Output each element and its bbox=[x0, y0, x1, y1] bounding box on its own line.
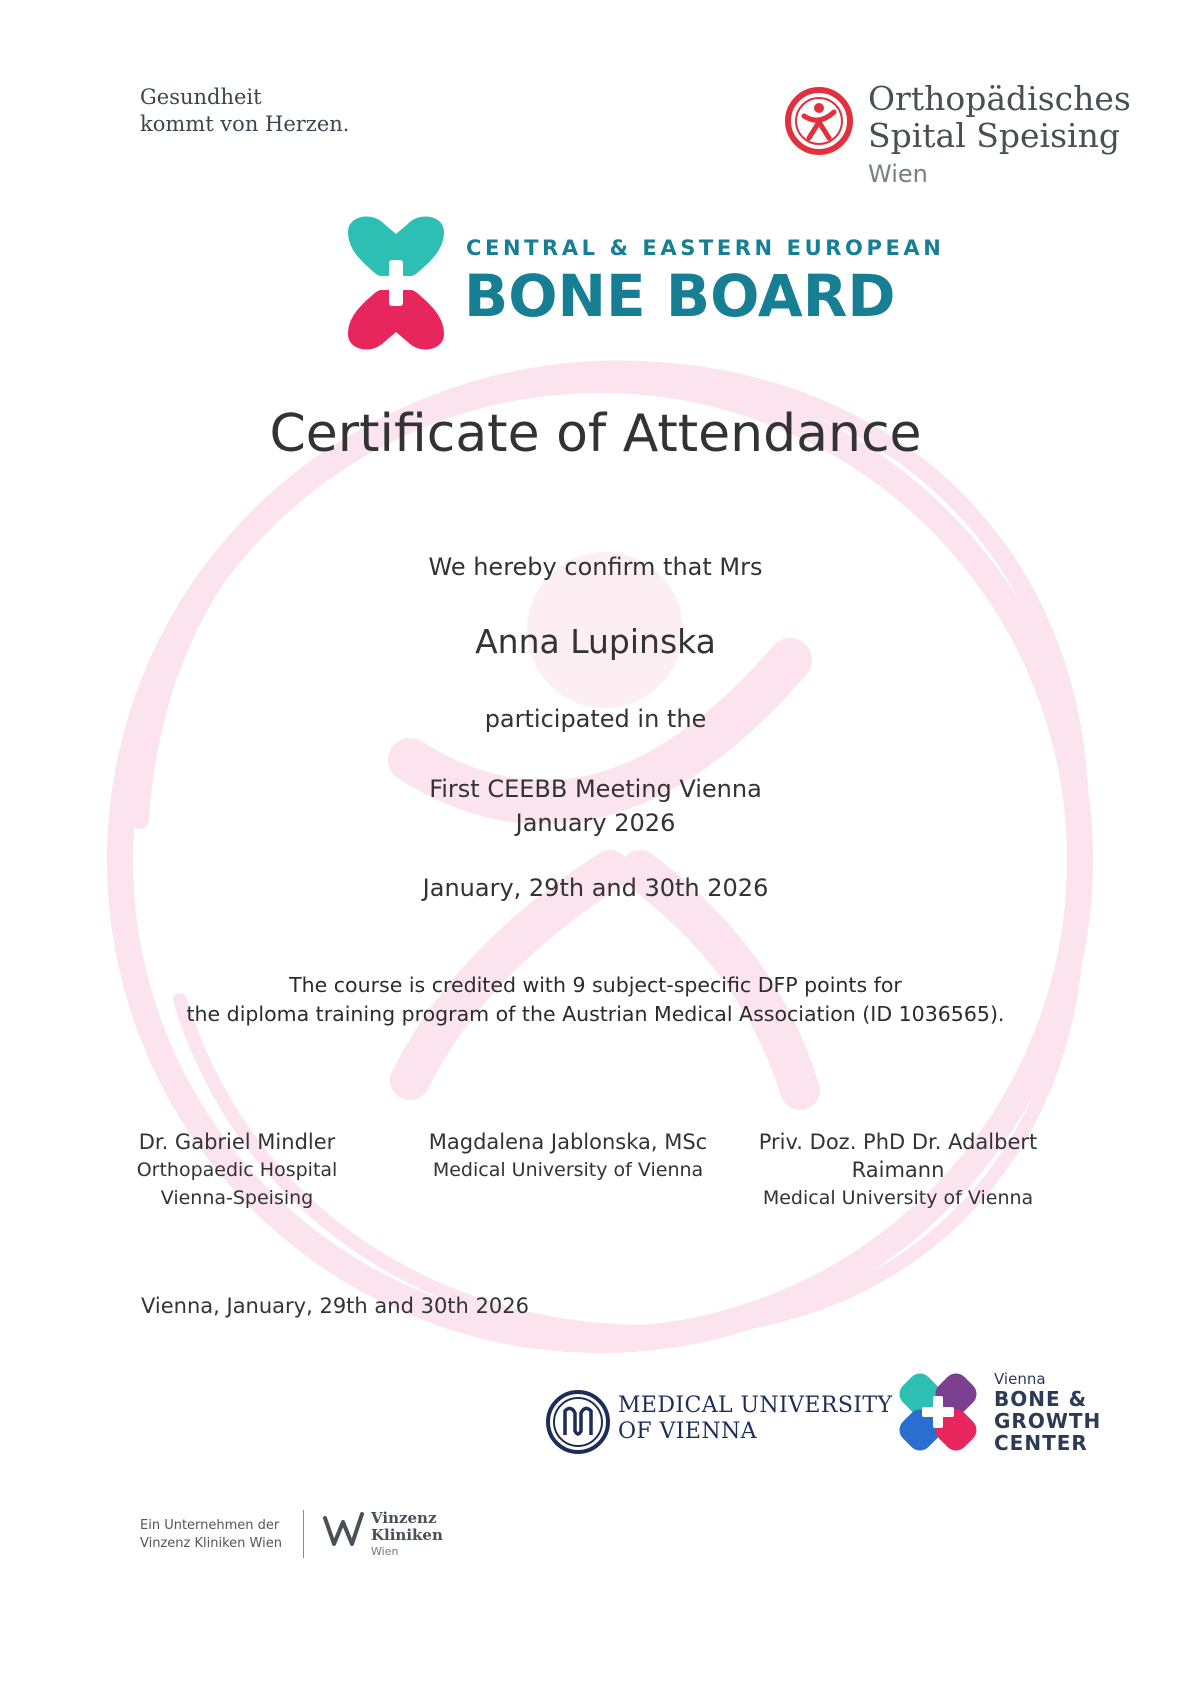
signatory-name: Priv. Doz. PhD Dr. Adalbert Raimann bbox=[758, 1130, 1038, 1182]
event-line: January 2026 bbox=[515, 809, 676, 837]
hospital-name bbox=[868, 80, 1131, 154]
signatory bbox=[132, 1128, 342, 1212]
participant-name: Anna Lupinska bbox=[475, 622, 716, 661]
event-dates: January, 29th and 30th 2026 bbox=[422, 874, 769, 902]
confirmation-text: We hereby confirm that Mrs bbox=[428, 553, 763, 581]
medical-university-logo-icon bbox=[545, 1389, 611, 1455]
vbgc-line: BONE & bbox=[994, 1387, 1088, 1411]
vinzenz-kliniken-city: Wien bbox=[371, 1545, 399, 1558]
medical-university-name bbox=[618, 1393, 892, 1445]
bone-growth-center-city: Vienna bbox=[994, 1370, 1046, 1388]
note-line: Vinzenz Kliniken Wien bbox=[140, 1536, 282, 1551]
signatory bbox=[418, 1128, 718, 1184]
vinzenz-kliniken-logo-icon bbox=[322, 1510, 366, 1550]
slogan bbox=[140, 84, 350, 138]
slogan-line: Gesundheit bbox=[140, 85, 262, 109]
bone-growth-center-logo-icon bbox=[896, 1370, 980, 1454]
vbgc-line: GROWTH bbox=[994, 1409, 1102, 1433]
bone-board-title: BONE BOARD bbox=[464, 262, 896, 330]
footer-divider bbox=[303, 1510, 304, 1558]
note-line: Ein Unternehmen der bbox=[140, 1518, 280, 1533]
certificate-title: Certificate of Attendance bbox=[269, 404, 922, 464]
signatory-name: Magdalena Jablonska, MSc bbox=[428, 1130, 708, 1154]
event-name bbox=[0, 772, 1191, 840]
hospital-logo-icon bbox=[784, 86, 854, 156]
participation-text: participated in the bbox=[484, 705, 707, 733]
credit-line: The course is credited with 9 subject-specific DFP points for bbox=[289, 973, 902, 997]
place-and-date: Vienna, January, 29th and 30th 2026 bbox=[141, 1294, 529, 1318]
signatory-role: Medical University of Vienna bbox=[762, 1187, 1034, 1209]
bone-board-subtitle: CENTRAL & EASTERN EUROPEAN bbox=[466, 236, 945, 260]
hospital-name-line: Spital Speising bbox=[868, 116, 1120, 155]
slogan-line: kommt von Herzen. bbox=[140, 112, 350, 136]
vinzenz-kliniken-name bbox=[371, 1510, 443, 1544]
muv-line: OF VIENNA bbox=[618, 1419, 757, 1444]
event-line: First CEEBB Meeting Vienna bbox=[429, 775, 762, 803]
bone-growth-center-name bbox=[994, 1388, 1101, 1454]
hospital-name-line: Orthopädisches bbox=[868, 79, 1131, 118]
credit-note bbox=[0, 971, 1191, 1029]
signatory-role: Medical University of Vienna bbox=[432, 1159, 704, 1181]
signatory-role: Orthopaedic Hospital bbox=[136, 1159, 338, 1181]
vk-line: Kliniken bbox=[371, 1526, 443, 1544]
vbgc-line: CENTER bbox=[994, 1431, 1088, 1455]
bone-board-logo-icon bbox=[340, 212, 452, 354]
signatory-role: Vienna-Speising bbox=[160, 1187, 314, 1209]
muv-line: MEDICAL UNIVERSITY bbox=[618, 1393, 893, 1418]
vk-line: Vinzenz bbox=[371, 1509, 437, 1527]
signatory bbox=[720, 1128, 1076, 1212]
credit-line: the diploma training program of the Austrian Medical Association (ID 1036565). bbox=[186, 1002, 1005, 1026]
signatory-name: Dr. Gabriel Mindler bbox=[138, 1130, 336, 1154]
hospital-city: Wien bbox=[868, 160, 928, 188]
parent-company-note bbox=[140, 1517, 282, 1553]
